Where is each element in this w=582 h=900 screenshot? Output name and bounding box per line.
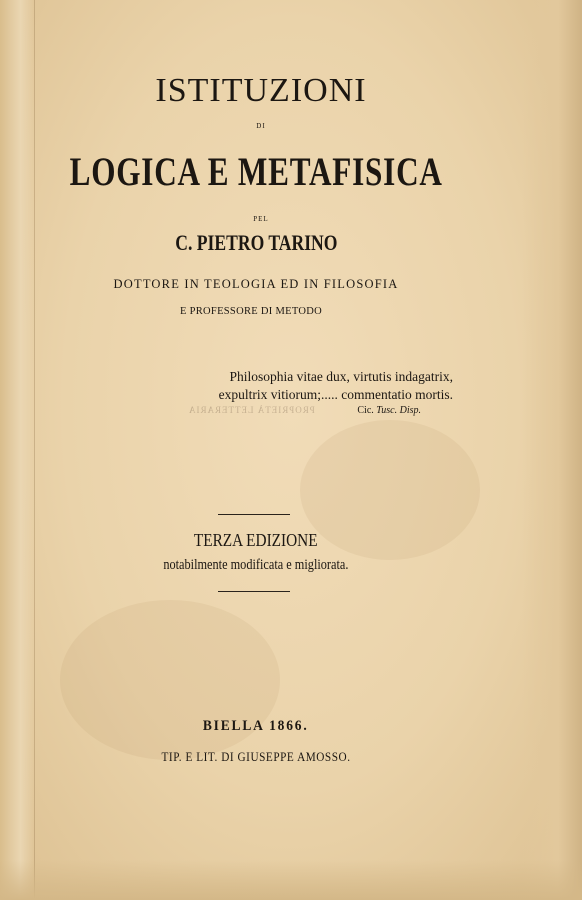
epigraph-line-1: Philosophia vitae dux, virtutis indagatrix, — [229, 369, 453, 384]
title-line-1: ISTITUZIONI — [155, 72, 367, 109]
citation-author: Cic. — [357, 405, 374, 416]
author-credential-1: DOTTORE IN TEOLOGIA ED IN FILOSOFIA — [113, 277, 399, 291]
divider-rule-bottom — [218, 591, 290, 592]
edition-wrap — [0, 530, 547, 551]
imprint-place-wrap — [0, 717, 547, 735]
edition-label: TERZA EDIZIONE — [194, 530, 318, 550]
paper-stain — [60, 600, 280, 760]
title-line-2-wrap — [0, 148, 547, 195]
citation-work: Tusc. Disp. — [376, 405, 421, 416]
edition-note: notabilmente modificata e migliorata. — [163, 557, 349, 573]
imprint-place-year: BIELLA 1866. — [203, 718, 309, 734]
author-name: C. PIETRO TARINO — [174, 230, 338, 255]
epigraph-line-2: expultrix vitiorum;..... commentatio mortis. — [218, 387, 453, 402]
divider-rule-top — [218, 514, 290, 515]
author-wrap — [0, 230, 547, 256]
author-credential-2: E PROFESSORE DI METODO — [179, 306, 323, 317]
page-bottom-edge — [0, 860, 582, 900]
bleed-through-stamp: PROPRIETÀ LETTERARIA — [188, 405, 315, 415]
imprint-printer-wrap — [0, 748, 547, 766]
title-line-2: LOGICA E METAFISICA — [69, 149, 443, 194]
author-connector-pel: PEL — [253, 215, 269, 223]
imprint-printer: TIP. E LIT. DI GIUSEPPE AMOSSO. — [161, 750, 351, 764]
edition-note-wrap — [0, 556, 547, 574]
title-connector-di: DI — [256, 122, 266, 130]
